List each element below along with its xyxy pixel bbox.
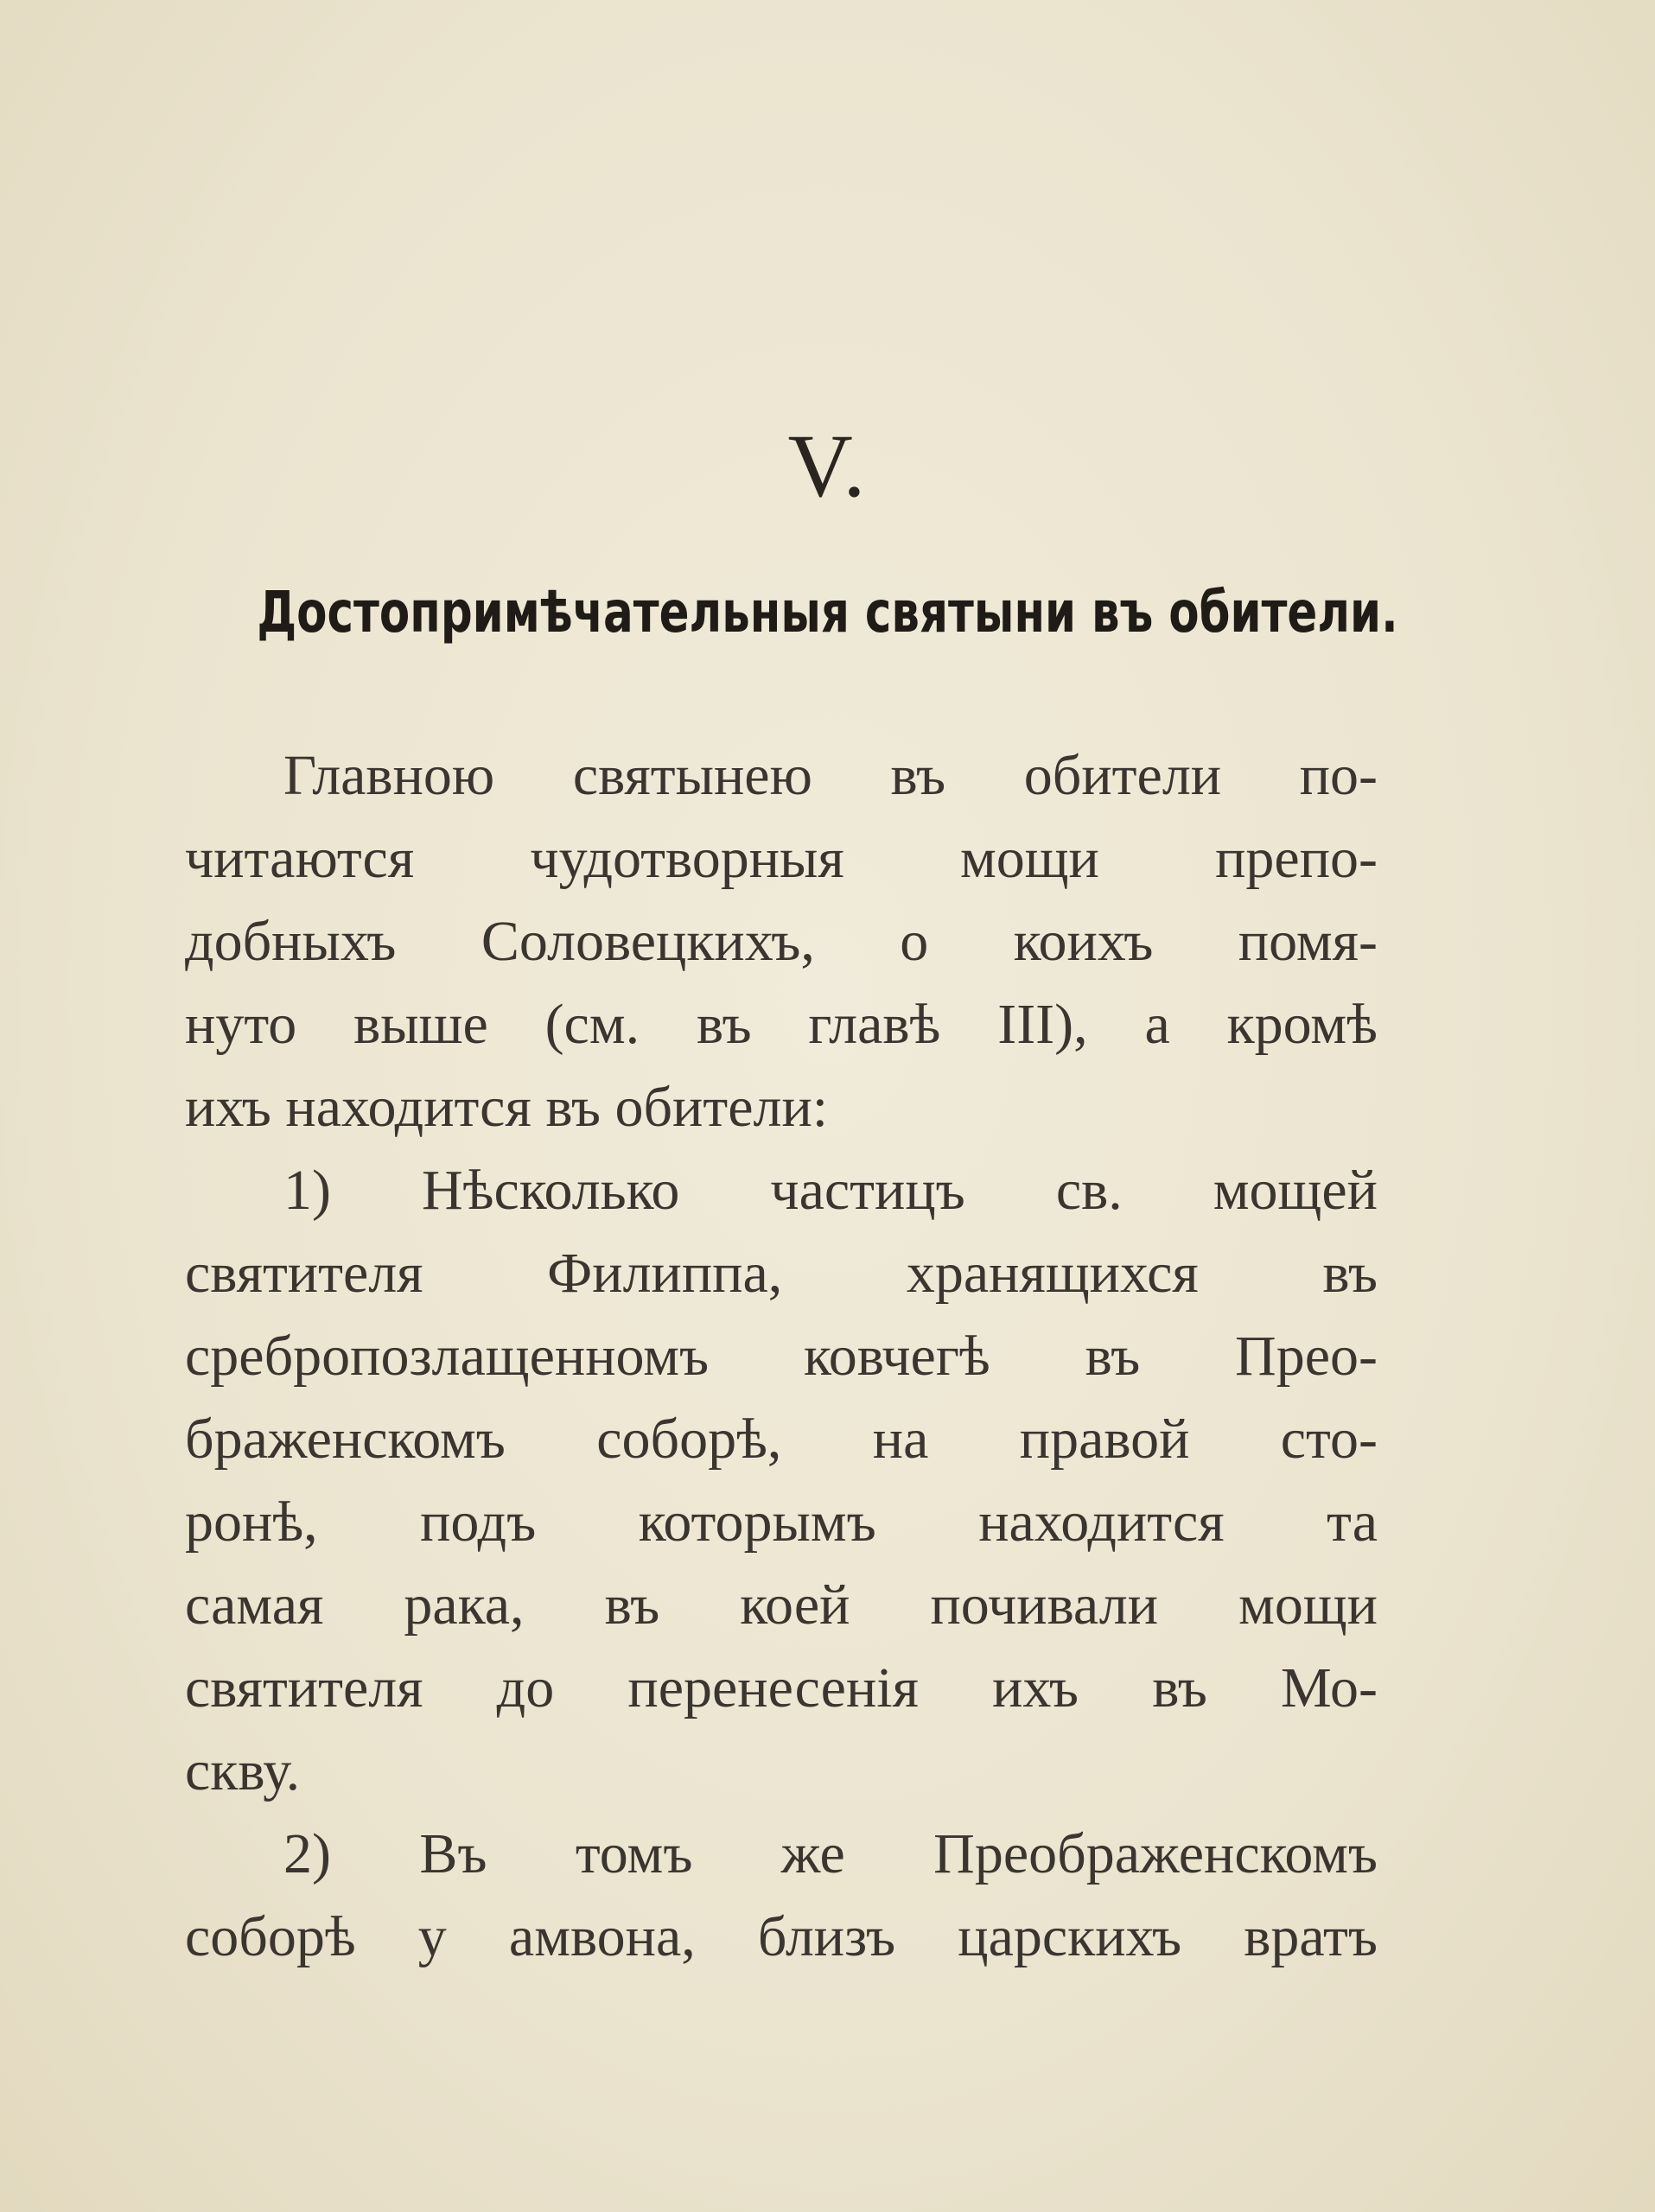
text-line: читаются чудотворныя мощи препо- [185, 827, 1378, 890]
text-line: 2) Въ томъ же Преображенскомъ [283, 1822, 1378, 1885]
text-line: ронѣ, подъ которымъ находится та [185, 1491, 1378, 1554]
text-line: Главною святынею въ обители по- [283, 744, 1378, 807]
text-line: ихъ находится въ обители: [185, 1076, 829, 1139]
text-line: браженскомъ соборѣ, на правой сто- [185, 1408, 1378, 1471]
text-line: скву. [185, 1739, 301, 1802]
chapter-title: Достопримѣчательныя святыни въ обители. [257, 579, 1398, 645]
chapter-number: V. [787, 416, 868, 516]
text-line: святителя Филиппа, хранящихся въ [185, 1242, 1378, 1305]
text-line: самая рака, въ коей почивали мощи [185, 1573, 1378, 1637]
text-line: добныхъ Соловецкихъ, о коихъ помя- [185, 910, 1378, 973]
text-line: нуто выше (см. въ главѣ III), а кромѣ [185, 993, 1378, 1056]
body-text [185, 734, 1378, 1979]
text-line: святителя до перенесенія ихъ въ Мо- [185, 1656, 1378, 1719]
text-line: соборѣ у амвона, близъ царскихъ вратъ [185, 1905, 1378, 1968]
text-line: сребропозлащенномъ ковчегѣ въ Прео- [185, 1325, 1378, 1388]
text-line: 1) Нѣсколько частицъ св. мощей [283, 1159, 1378, 1222]
